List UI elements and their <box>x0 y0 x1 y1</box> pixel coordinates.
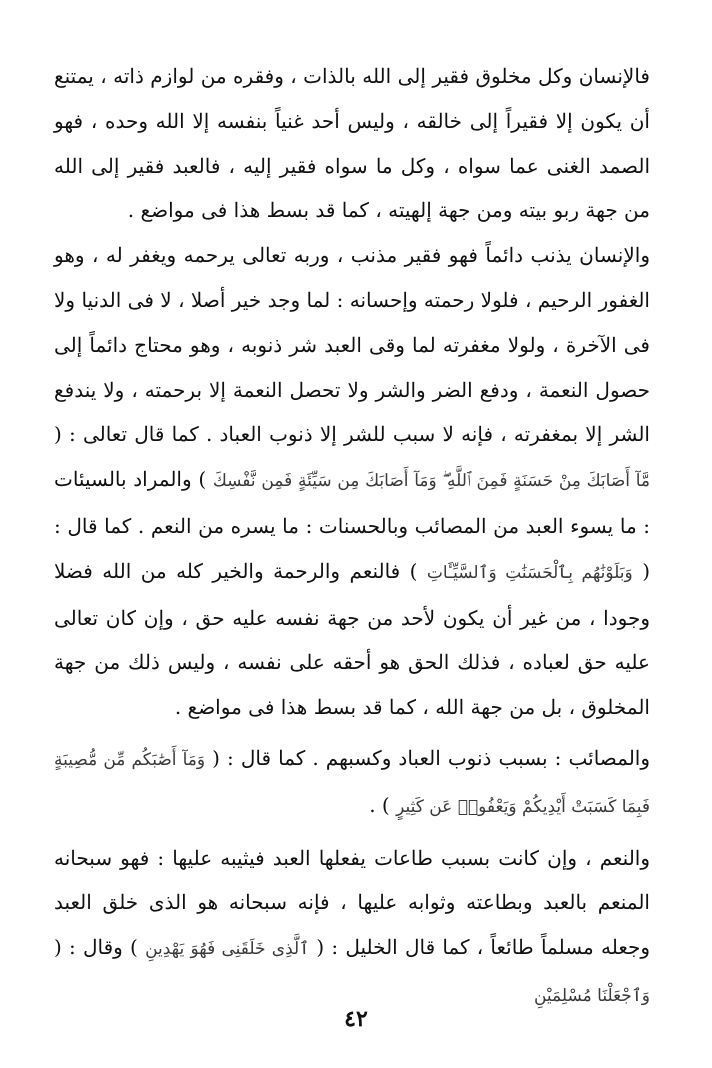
quran-verse-1: مَّآ أَصَابَكَ مِنْ حَسَنَةٍ فَمِنَ ٱللَّهِ ۖ وَمَآ أَصَابَكَ مِن سَيِّئَةٍ فَمِن نَّفْسِكَ <box>212 471 651 492</box>
paragraph-3 <box>54 736 650 830</box>
book-page <box>54 54 650 1014</box>
quran-verse-4: ٱلَّذِى خَلَقَنِى فَهُوَ يَهْدِينِ <box>145 939 310 960</box>
paragraph-2-text-a: والإنسان يذنب دائماً فهو فقير مذنب ، وربه تعالى يرحمه ويغفر له ، وهو الغفور الرحيم ، فلولا رحمته وإحسانه : لما وجد خير أصلا ، لا فى الدنيا ولا فى الآخرة ، ولولا مغفرته لما وقى العبد شر ذنوبه ، وهو محتاج دائماً إلى حصول النعمة ، ودفع الضر والشر ولا تحصل النعمة إلا برحمته ، ولا يندفع الشر إلا بمغفرته ، فإنه لا سبب للشر إلا ذنوب العباد . كما قال تعالى : ( <box>54 243 650 447</box>
paragraph-3-text-a: والمصائب : بسبب ذنوب العباد وكسبهم . كما قال : ( <box>205 745 650 770</box>
paragraph-1 <box>54 54 650 233</box>
paragraph-2 <box>54 233 650 730</box>
paragraph-3-text-b: ) . <box>369 792 397 817</box>
page-number: ٤٢ <box>344 1006 368 1032</box>
paragraph-4-text-a: والنعم ، وإن كانت بسبب طاعات يفعلها العبد فيثيبه عليها : فهو سبحانه المنعم بالعبد وبطاعته وثوابه عليها ، فإنه سبحانه هو الذى خلق العبد وجعله مسلماً طائعاً ، كما قال الخليل : ( <box>54 845 651 960</box>
paragraph-4 <box>54 836 650 1019</box>
paragraph-4-text-b: ) وقال : ( <box>54 935 146 960</box>
paragraph-2-text-c: ) فالنعم والرحمة والخير كله من الله فضلا وجودا ، من غير أن يكون لأحد من جهة نفسه عليه حق ، وإن كان تعالى عليه حق لعباده ، فذلك الحق هو أحقه على نفسه ، وليس ذلك من جهة المخلوق ، بل من جهة الله ، كما قد بسط هذا فى مواضع . <box>54 558 650 720</box>
quran-verse-5: وَٱجْعَلْنَا مُسْلِمَيْنِ <box>533 985 650 1006</box>
paragraph-2-text-b: ) والمراد بالسيئات : ما يسوء العبد من المصائب وبالحسنات : ما يسره من النعم . كما قال : ( <box>54 467 650 583</box>
paragraph-1-text: فالإنسان وكل مخلوق فقير إلى الله بالذات ، وفقره من لوازم ذاته ، يمتنع أن يكون إلا فقيراً إلى خالقه ، وليس أحد غنياً بنفسه إلا الله وحده ، فهو الصمد الغنى عما سواه ، وكل ما سواه فقير إليه ، فالعبد فقير إلى الله من جهة ربو بيته ومن جهة إلهيته ، كما قد بسط هذا فى مواضع . <box>54 64 650 223</box>
quran-verse-3: وَمَآ أَصَٰبَكُم مِّن مُّصِيبَةٍ فَبِمَا كَسَبَتْ أَيْدِيكُمْ وَيَعْفُوا۟ عَن كَثِيرٍ <box>54 749 650 817</box>
quran-verse-2: وَبَلَوْنَٰهُم بِٱلْحَسَنَٰتِ وَٱلسَّيِّـَٔاتِ <box>426 562 633 583</box>
